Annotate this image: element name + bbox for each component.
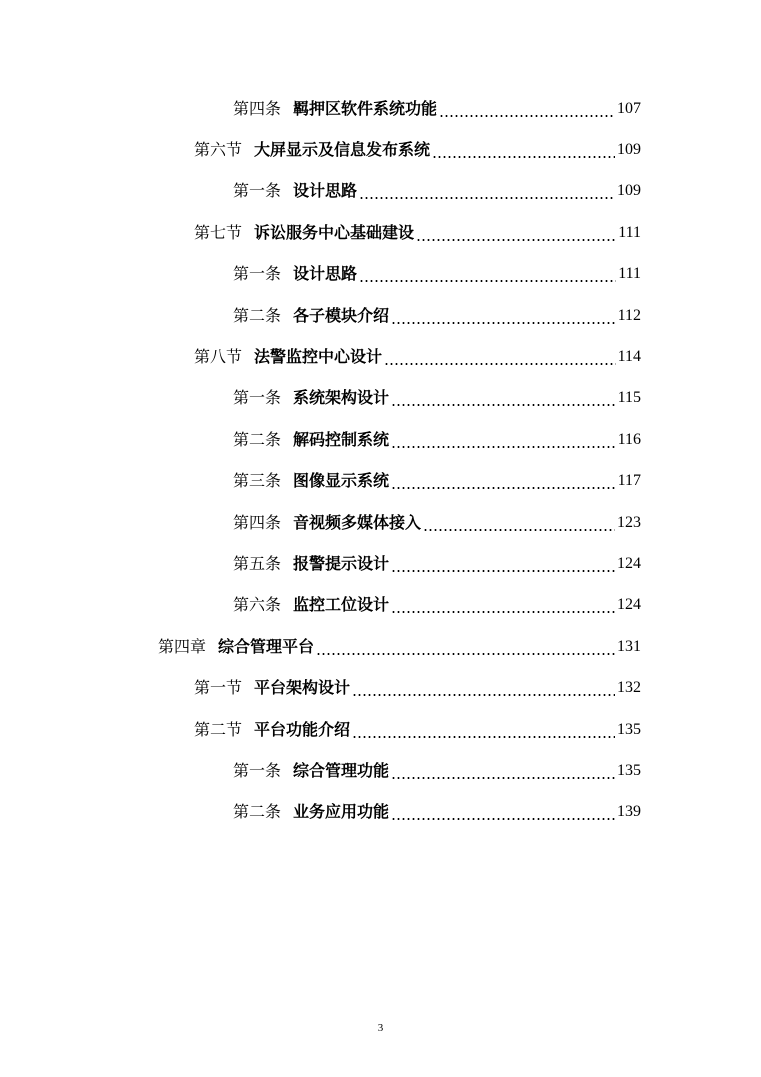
toc-entry-label: 第三条 [233,471,282,491]
toc-entry-title: 诉讼服务中心基础建设 [254,222,415,242]
toc-entry-page: 111 [618,265,641,283]
toc-entry-page: 116 [617,430,641,448]
toc-entry[interactable] [0,88,761,129]
toc-dot-leader [316,639,615,655]
toc-entry-page: 115 [617,389,641,407]
toc-entry[interactable] [0,792,761,833]
toc-entry-page: 117 [617,472,641,490]
toc-entry-label: 第一节 [194,678,243,698]
toc-entry[interactable] [0,461,761,502]
toc-entry-label: 第一条 [233,181,282,201]
toc-entry-label: 第七节 [194,222,243,242]
toc-entry-page: 112 [617,306,641,324]
toc-entry[interactable] [0,585,761,626]
toc-entry-label: 第四条 [233,512,282,532]
toc-entry-page: 109 [617,141,641,159]
toc-entry-title: 法警监控中心设计 [254,347,383,367]
toc-dot-leader [432,142,615,158]
toc-entry-label: 第六条 [233,595,282,615]
toc-entry-title: 综合管理功能 [293,760,390,780]
toc-entry-title: 系统架构设计 [293,388,390,408]
toc-entry-page: 114 [617,348,641,366]
toc-entry[interactable] [0,626,761,667]
toc-entry-title: 设计思路 [293,181,358,201]
toc-entry-label: 第二条 [233,802,282,822]
toc-entry-page: 123 [617,513,641,531]
toc-entry-label: 第二条 [233,429,282,449]
toc-entry-title: 业务应用功能 [293,802,390,822]
toc-dot-leader [391,432,616,448]
toc-entry-page: 135 [617,761,641,779]
toc-dot-leader [391,804,615,820]
toc-entry-title: 平台架构设计 [254,678,351,698]
toc-dot-leader [359,266,616,282]
toc-dot-leader [391,473,616,489]
toc-entry[interactable] [0,419,761,460]
toc-entry-title: 各子模块介绍 [293,305,390,325]
toc-entry-label: 第一条 [233,388,282,408]
toc-entry-page: 131 [617,637,641,655]
toc-entry[interactable] [0,378,761,419]
toc-dot-leader [391,308,616,324]
toc-dot-leader [359,183,615,199]
toc-entry-label: 第二条 [233,305,282,325]
toc-entry-label: 第二节 [194,719,243,739]
toc-entry[interactable] [0,543,761,584]
toc-entry[interactable] [0,336,761,377]
toc-dot-leader [416,225,616,241]
toc-entry-label: 第一条 [233,760,282,780]
toc-entry-title: 羁押区软件系统功能 [293,98,438,118]
toc-entry-title: 报警提示设计 [293,553,390,573]
toc-entry-page: 124 [617,596,641,614]
toc-entry-page: 109 [617,182,641,200]
toc-entry-page: 132 [617,679,641,697]
page-number: 3 [377,1022,384,1034]
toc-entry[interactable] [0,295,761,336]
toc-entry-label: 第八节 [194,347,243,367]
toc-dot-leader [423,515,615,531]
table-of-contents [0,88,761,833]
toc-entry[interactable] [0,212,761,253]
toc-entry-page: 124 [617,554,641,572]
toc-entry-label: 第一条 [233,264,282,284]
toc-entry[interactable] [0,129,761,170]
toc-dot-leader [391,597,615,613]
toc-entry-label: 第六节 [194,140,243,160]
toc-entry[interactable] [0,667,761,708]
toc-entry-label: 第四条 [233,98,282,118]
toc-entry-title: 音视频多媒体接入 [293,512,422,532]
toc-entry-page: 139 [617,803,641,821]
toc-entry[interactable] [0,709,761,750]
toc-dot-leader [391,390,616,406]
toc-entry-page: 107 [617,99,641,117]
toc-dot-leader [391,763,615,779]
toc-entry[interactable] [0,171,761,212]
toc-entry[interactable] [0,502,761,543]
toc-entry-label: 第五条 [233,553,282,573]
toc-entry-title: 解码控制系统 [293,429,390,449]
toc-entry-title: 平台功能介绍 [254,719,351,739]
toc-entry-page: 111 [618,223,641,241]
toc-entry-label: 第四章 [158,636,207,656]
toc-dot-leader [352,722,615,738]
toc-dot-leader [384,349,616,365]
toc-entry-title: 大屏显示及信息发布系统 [254,140,431,160]
toc-entry-title: 图像显示系统 [293,471,390,491]
toc-dot-leader [439,101,615,117]
toc-entry[interactable] [0,750,761,791]
toc-entry-title: 综合管理平台 [218,636,315,656]
toc-entry-page: 135 [617,720,641,738]
toc-dot-leader [391,556,615,572]
toc-entry[interactable] [0,254,761,295]
toc-entry-title: 监控工位设计 [293,595,390,615]
toc-dot-leader [352,680,615,696]
toc-entry-title: 设计思路 [293,264,358,284]
